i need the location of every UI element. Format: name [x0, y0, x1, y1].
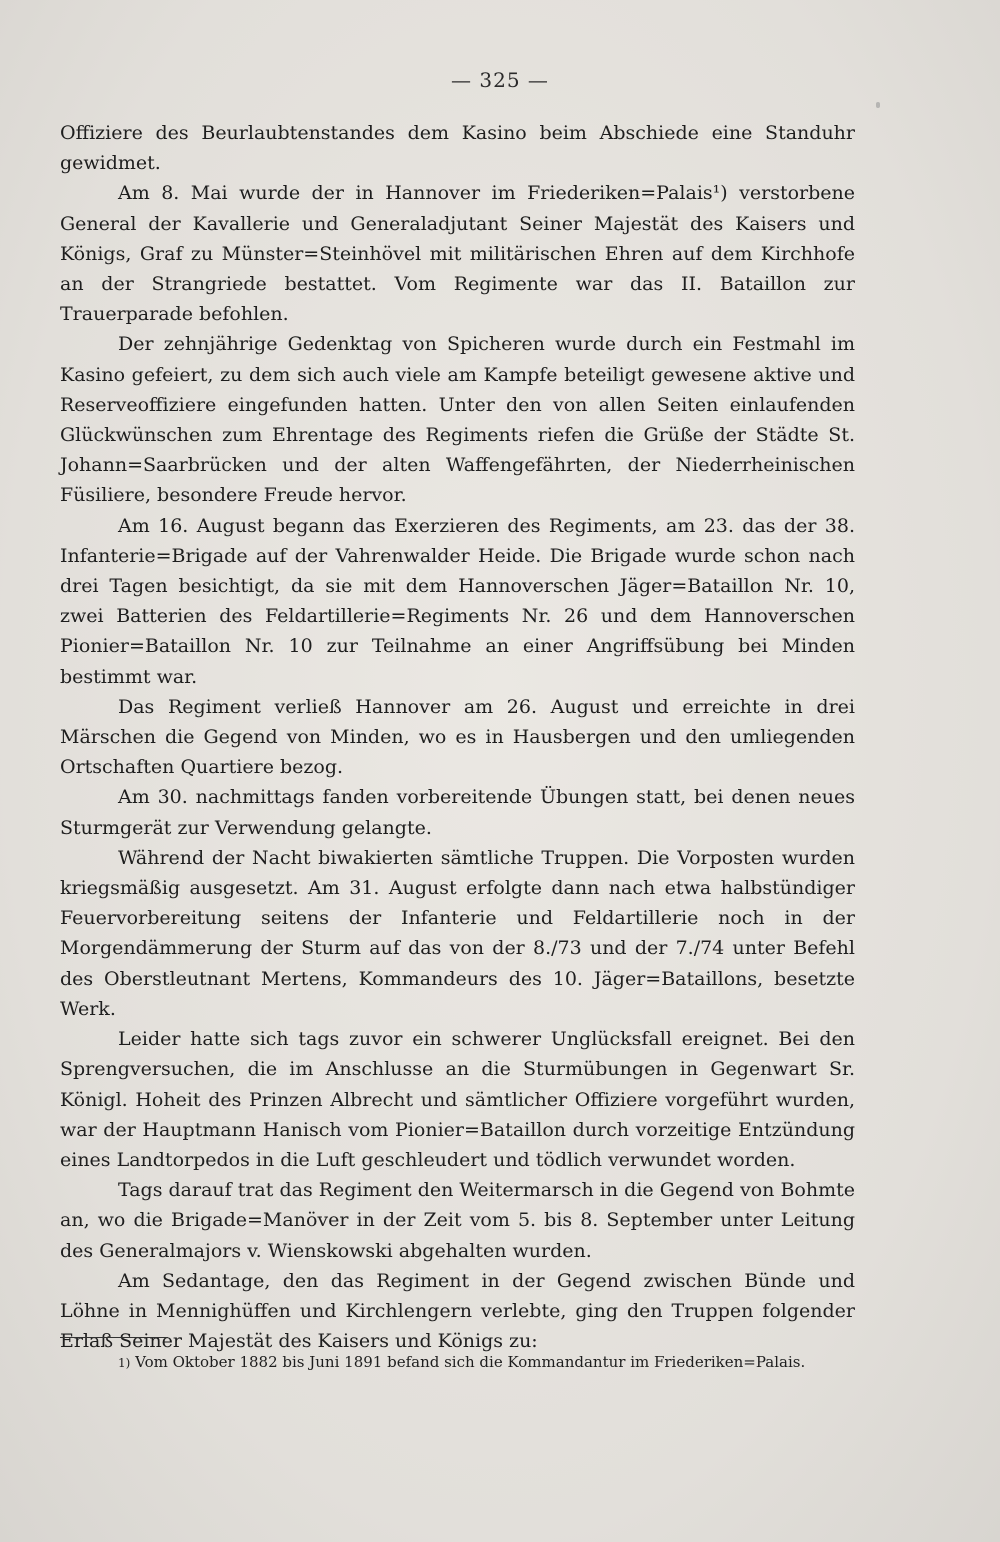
paragraph-night-assault: Während der Nacht biwakierten sämtliche Truppen. Die Vorposten wurden kriegsmäßig ausgesetzt. Am 31. August erfolgte dann nach etwa halbstündiger Feuervorbereitung seitens der Infanterie und Feldartillerie noch in der Morgendämmerung der Sturm auf das von der 8./73 und der 7./74 unter Befehl des Oberstleutnant Mertens, Kommandeurs des 10. Jäger=Bataillons, besetzte Werk. [60, 846, 855, 1020]
footnote-text: Vom Oktober 1882 bis Juni 1891 befand sich die Kommandantur im Friederiken=Palais. [135, 1353, 806, 1371]
footnote-rule [60, 1337, 168, 1338]
page-number: — 325 — [451, 68, 549, 92]
paragraph-accident: Leider hatte sich tags zuvor ein schwerer Unglücksfall ereignet. Bei den Sprengversuchen, die im Anschlusse an die Sturmübungen in Gegenwart Sr. Königl. Hoheit des Prinzen Albrecht und sämtlicher Offiziere vorgeführt wurden, war der Hauptmann Hanisch vom Pionier=Bataillon durch vorzeitige Entzündung eines Landtorpedos in die Luft geschleudert und tödlich verwundet worden. [60, 1028, 855, 1171]
page-blemish [876, 102, 880, 108]
paragraph-brigade-exercise: Am 16. August begann das Exerzieren des Regiments, am 23. das der 38. Infanterie=Brigade auf der Vahrenwalder Heide. Die Brigade wurde schon nach drei Tagen besichtigt, da sie mit dem Hannoverschen Jäger=Bataillon Nr. 10, zwei Batterien des Feldartillerie=Regiments Nr. 26 und dem Hannoverschen Pionier=Bataillon Nr. 10 zur Teilnahme an einer Angriffsübung bei Minden bestimmt war. [60, 514, 855, 688]
paragraph-continuation: Offiziere des Beurlaubtenstandes dem Kasino beim Abschiede eine Standuhr gewidmet. [60, 122, 855, 175]
body-text [60, 118, 855, 1356]
paragraph-brigade-maneuver: Tags darauf trat das Regiment den Weitermarsch in die Gegend von Bohmte an, wo die Brigade=Manöver in der Zeit vom 5. bis 8. September unter Leitung des Generalmajors v. Wienskowski abgehalten wurden. [60, 1179, 855, 1262]
paragraph-funeral: Am 8. Mai wurde der in Hannover im Friederiken=Palais¹) verstorbene General der Kavallerie und Generaladjutant Seiner Majestät des Kaisers und Königs, Graf zu Münster=Steinhövel mit militärischen Ehren auf dem Kirchhofe an der Strangriede bestattet. Vom Regimente war das II. Bataillon zur Trauerparade befohlen. [60, 182, 855, 326]
paragraph-march-minden: Das Regiment verließ Hannover am 26. August und erreichte in drei Märschen die Gegend von Minden, wo es in Hausbergen und den umliegenden Ortschaften Quartiere bezog. [60, 695, 855, 779]
paragraph-sedan-day: Am Sedantage, den das Regiment in der Gegend zwischen Bünde und Löhne in Mennighüffen und Kirchlengern verlebte, ging den Truppen folgender Erlaß Seiner Majestät des Kaisers und Königs zu: [60, 1269, 855, 1353]
paragraph-spicheren-anniversary: Der zehnjährige Gedenktag von Spicheren wurde durch ein Festmahl im Kasino gefeiert, zu dem sich auch viele am Kampfe beteiligt gewesene aktive und Reserveoffiziere eingefunden hatten. Unter den von allen Seiten einlaufenden Glückwünschen zum Ehrentage des Regiments riefen die Grüße der Städte St. Johann=Saarbrücken und der alten Waffengefährten, der Niederrheinischen Füsiliere, besondere Freude hervor. [60, 333, 855, 507]
footnote [60, 1348, 855, 1377]
paragraph-preparatory-exercises: Am 30. nachmittags fanden vorbereitende Übungen statt, bei denen neues Sturmgerät zur Verwendung gelangte. [60, 786, 855, 839]
footnote-marker: 1) [118, 1356, 131, 1370]
